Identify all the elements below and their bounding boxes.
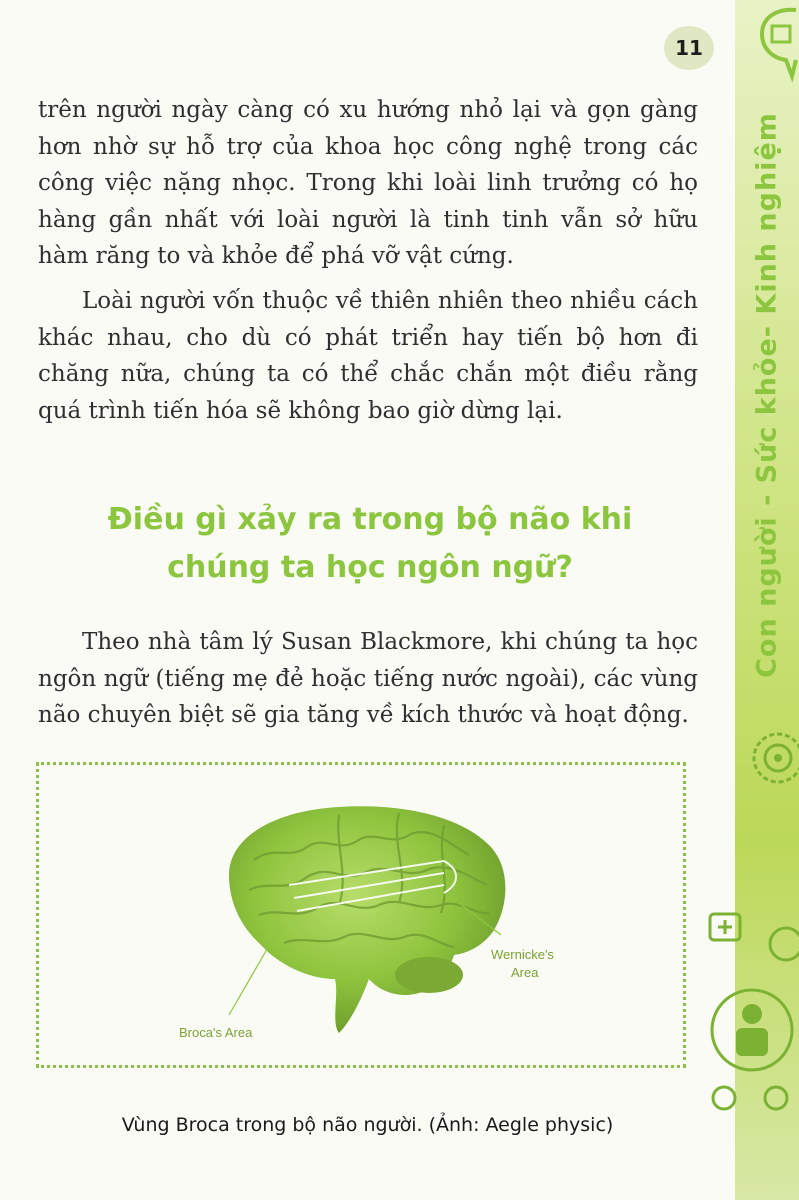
page-number: 11	[664, 26, 714, 70]
paragraph-1: trên người ngày càng có xu hướng nhỏ lại và gọn gàng hơn nhờ sự hỗ trợ của khoa học công nghệ trong các công việc nặng nhọc. Trong khi loài linh trưởng có họ hàng gần nhất với loài người là tinh tinh vẫn sở hữu hàm răng to và khỏe để phá vỡ vật cứng.	[38, 97, 698, 269]
side-section-title: Con người - Sức khỏe- Kinh nghiệm	[751, 112, 783, 678]
paragraph-3: Theo nhà tâm lý Susan Blackmore, khi chúng ta học ngôn ngữ (tiếng mẹ đẻ hoặc tiếng nước ngoài), các vùng não chuyên biệt sẽ gia tăng về kích thước và hoạt động.	[38, 629, 698, 728]
broca-label: Broca's Area	[179, 1025, 253, 1040]
medical-kit-icon	[706, 904, 799, 974]
paragraph-2: Loài người vốn thuộc về thiên nhiên theo nhiều cách khác nhau, cho dù có phát triển hay tiến bộ hơn đi chăng nữa, chúng ta có thể chắc chắn một điều rằng quá trình tiến hóa sẽ không bao giờ dừng lại.	[38, 288, 698, 424]
brain-illustration	[39, 765, 683, 1065]
person-icon	[706, 980, 799, 1120]
section-heading: Điều gì xảy ra trong bộ não khi chúng ta học ngôn ngữ?	[107, 502, 633, 585]
bacteria-icon	[748, 718, 799, 798]
figure-caption: Vùng Broca trong bộ não người. (Ảnh: Aegle physic)	[121, 1114, 614, 1136]
wernicke-label-line2: Area	[511, 965, 539, 980]
speech-bubble-icon	[748, 4, 799, 84]
figure-frame	[36, 762, 686, 1068]
wernicke-label-line1: Wernicke's	[491, 947, 554, 962]
